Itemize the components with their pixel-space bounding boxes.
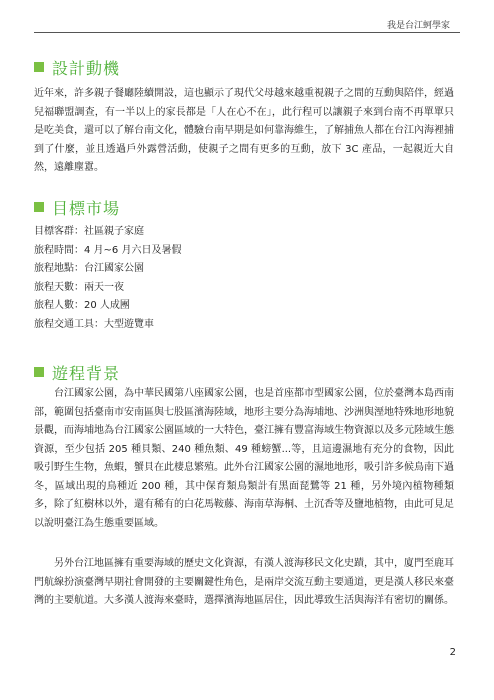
section-heading-text: 遊程背景 — [52, 363, 121, 383]
header-title: 我是台江蚵學家 — [386, 21, 450, 31]
page-number: 2 — [449, 647, 456, 658]
paragraph: 另外台江地區擁有重要海域的歷史文化資源，有漢人渡海移民文化史蹟，其中，廈門至鹿耳門航線扮演臺灣早期社會開發的主要關鍵性角色，是兩岸交流互動主要通道，更是漢人移民來臺灣的主要航道。大多漢人渡海來臺時，選擇濱海地區居住，因此導致生活與海洋有密切的關係。 — [34, 558, 454, 606]
section-motivation — [34, 57, 454, 178]
green-square-bullet-icon — [34, 367, 44, 377]
section-heading-text: 目標市場 — [52, 198, 121, 218]
section-target-market — [34, 197, 454, 335]
section-background — [34, 362, 454, 611]
section-heading — [34, 57, 454, 77]
section-heading — [34, 197, 454, 217]
info-list — [34, 223, 454, 335]
list-item: 旅程天數：兩天一夜 — [34, 281, 124, 293]
section-heading-text: 設計動機 — [52, 58, 121, 78]
header-divider — [34, 32, 460, 33]
list-item: 旅程交通工具：大型遊覽車 — [34, 318, 154, 330]
list-item: 旅程時間：4 月~6 月六日及暑假 — [34, 244, 182, 256]
section-heading — [34, 362, 454, 382]
list-item: 旅程人數：20 人成團 — [34, 300, 130, 312]
paragraph: 近年來，許多親子餐廳陸續開設，這也顯示了現代父母越來越重視親子之間的互動與陪伴，經過兒福聯盟調查，有一半以上的家長都是「人在心不在」，此行程可以讓親子來到台南不再單單只是吃美食，還可以了解台南文化，體驗台南早期是如何靠海維生，了解捕魚人都在台江內海裡捕到了什麼，並且透過戶外露營活動，使親子之間有更多的互動，放下 3C 產品，一起親近大自然，遠離塵囂。 — [34, 88, 454, 173]
green-square-bullet-icon — [34, 202, 44, 212]
paragraph: 台江國家公園，為中華民國第八座國家公園，也是首座都市型國家公園，位於臺灣本島西南部，範圍包括臺南市安南區與七股區濱海陸域，地形主要分為海埔地、沙洲與溼地特殊地形地貌景觀，而海埔地為台江國家公園區域的一大特色，臺江擁有豐富海域生物資源以及多元陸域生態資源，至少包括 205 種貝類、240 種魚類、49 種螃蟹...等，且這邊濕地有充分的食物，因此吸引野生生物，魚蝦，蟹貝在此棲息繁殖。此外台江國家公園的濕地地形，吸引許多候鳥南下過冬，區域出現的鳥種近 200 種，其中保育類鳥類計有黑面琵鷺等 21 種，另外境內植物種類多，除了紅樹林以外，還有稀有的白花馬鞍藤、海南草海桐、土沉香等及鹽地植物，由此可見足以說明臺江為生態重要區域。 — [34, 388, 454, 529]
list-item: 目標客群：社區親子家庭 — [34, 226, 144, 237]
list-item: 旅程地點：台江國家公園 — [34, 263, 144, 275]
green-square-bullet-icon — [34, 62, 44, 72]
